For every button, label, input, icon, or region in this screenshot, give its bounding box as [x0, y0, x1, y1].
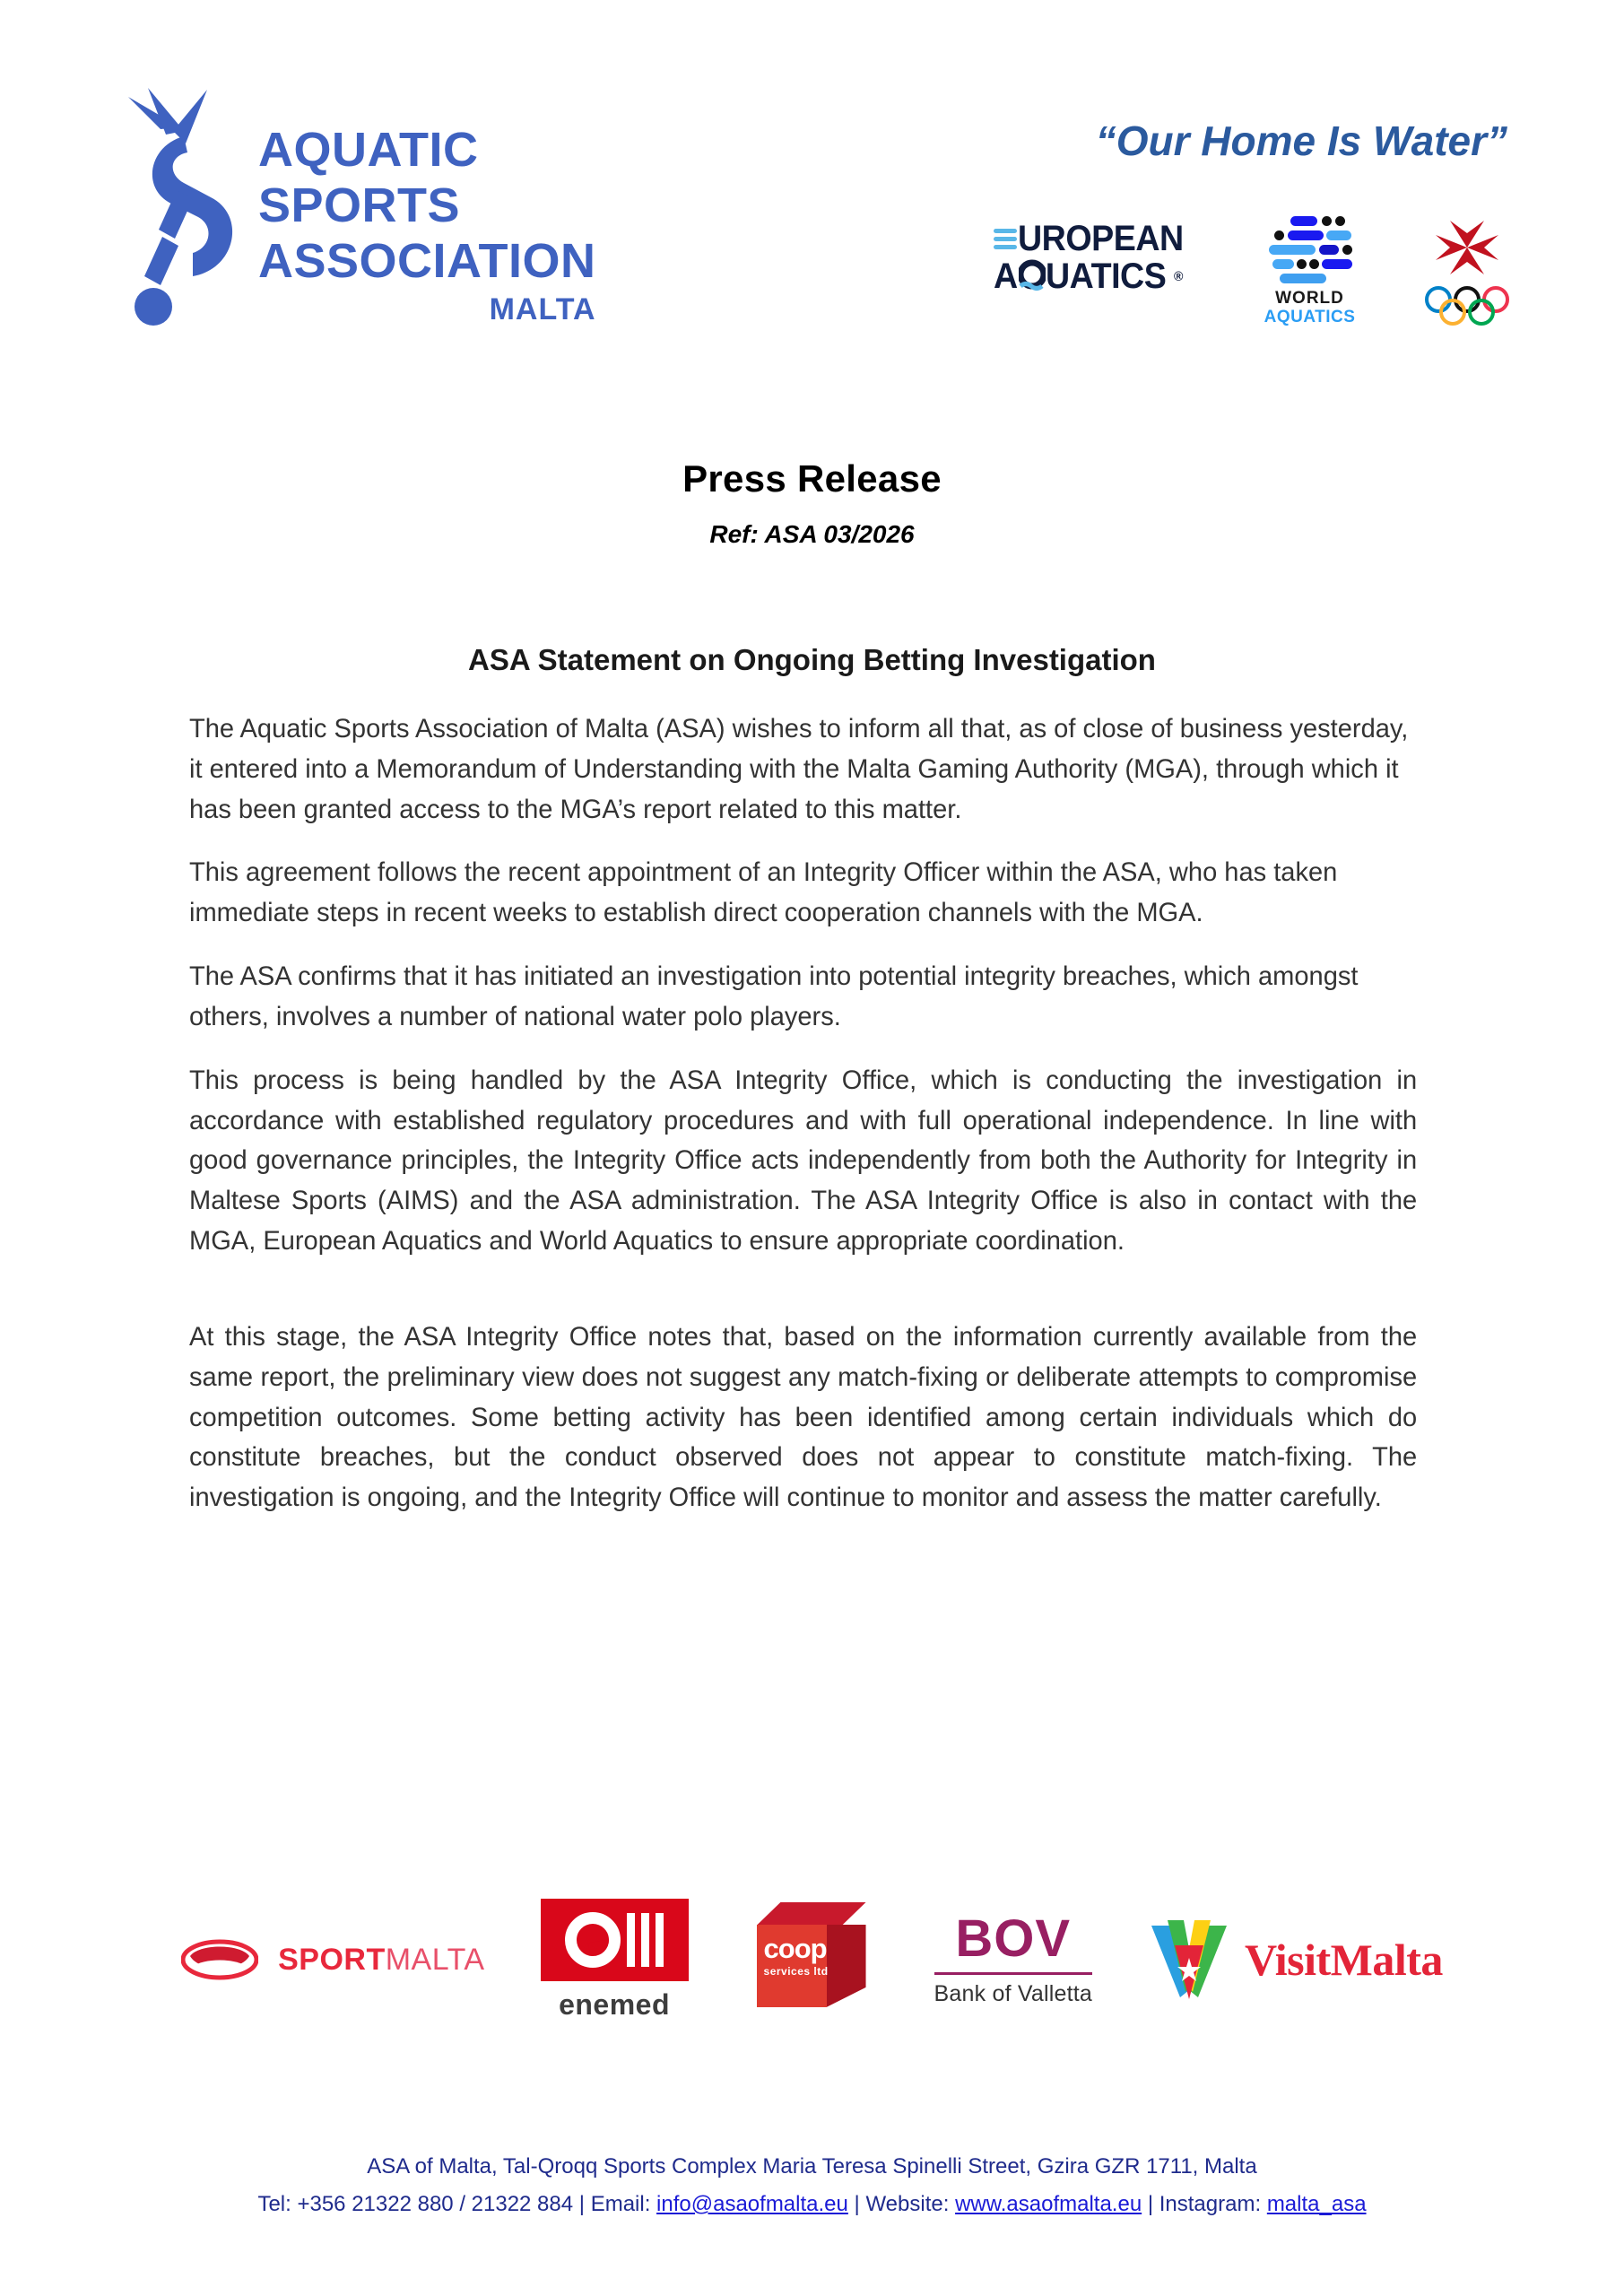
bov-divider: [934, 1972, 1092, 1975]
sponsor-coop-services: [744, 1897, 879, 2022]
asa-swimmer-mark-icon: [121, 81, 242, 332]
footer-contact-line: [0, 2186, 1624, 2223]
footer-separator-2: |: [854, 2192, 860, 2216]
footer-separator-1: |: [578, 2192, 586, 2216]
footer-address: ASA of Malta, Tal-Qroqq Sports Complex Maria Teresa Spinelli Street, Gzira GZR 1711, Malta: [367, 2154, 1257, 2179]
world-aquatics-logo: [1254, 215, 1366, 327]
sponsor-enemed: [541, 1899, 689, 2022]
registered-trademark-icon: ®: [1174, 268, 1184, 284]
footer-website-label: Website:: [865, 2192, 950, 2216]
document-header: [0, 0, 1624, 386]
asa-wordmark: [258, 72, 596, 327]
asa-logo-line-1: AQUATIC: [258, 123, 479, 177]
maltese-cross-icon: [1429, 215, 1506, 280]
enemed-mark-icon: [541, 1899, 689, 1981]
paragraph-2: This agreement follows the recent appointment of an Integrity Officer within the ASA, who has taken immediate steps in recent weeks to establish direct cooperation channels with the MGA.: [188, 857, 1337, 928]
paragraph-3: The ASA confirms that it has initiated an investigation into potential integrity breaches, which amongst others, involves a number of national water polo players.: [188, 961, 1358, 1031]
page-title: Press Release: [682, 457, 942, 500]
world-aquatics-line-1: WORLD: [1275, 289, 1344, 308]
statement-heading: ASA Statement on Ongoing Betting Investigation: [468, 643, 1156, 676]
sponsor-bank-of-valletta: [934, 1909, 1092, 2007]
sportmalta-wordmark: [278, 1943, 484, 1978]
footer-instagram-label: Instagram:: [1159, 2192, 1262, 2216]
visitmalta-wordmark: VisitMalta: [1245, 1935, 1443, 1985]
q-wave-icon: [1019, 258, 1046, 294]
sponsor-visitmalta: [1148, 1915, 1443, 2005]
olympic-rings-icon: [1424, 285, 1510, 326]
european-aquatics-line-1: UROPEAN: [1018, 219, 1184, 258]
sportmalta-mark-icon: [181, 1936, 258, 1983]
sportmalta-text-light: MALTA: [385, 1942, 485, 1977]
asa-logo: [121, 72, 713, 341]
document-body: [189, 677, 1436, 1518]
footer-tel-label: Tel:: [257, 2192, 291, 2216]
footer-email-link[interactable]: info@asaofmalta.eu: [656, 2192, 848, 2216]
european-aquatics-line-3: UATICS: [1046, 257, 1167, 296]
asa-logo-line-2: SPORTS: [258, 178, 461, 232]
footer-email-label: Email:: [590, 2192, 651, 2216]
sponsor-sportmalta: [181, 1936, 484, 1983]
paragraph-4: This process is being handled by the ASA Integrity Office, which is conducting the investigation in accordance with established regulatory procedures and with full operational independence. In line with good governance principles, the Integrity Office acts independently from both the Authority for Integrity in Maltese Sports (AIMS) and the ASA administration. The ASA Integrity Office is also in contact with the MGA, European Aquatics and World Aquatics to ensure appropriate coordination.: [188, 1065, 1417, 1257]
paragraph-5: At this stage, the ASA Integrity Office notes that, based on the information currently available from the same report, the preliminary view does not suggest any match-fixing or deliberate attempts to compromise competition outcomes. Some betting activity has been identified among certain individuals which do constitute breaches, but the conduct observed does not appear to constitute match-fixing. The investigation is ongoing, and the Integrity Office will continue to monitor and assess the matter carefully.: [188, 1321, 1417, 1513]
asa-logo-country: MALTA: [489, 292, 596, 326]
paragraph-1: The Aquatic Sports Association of Malta (ASA) wishes to inform all that, as of close of business yesterday, it entered into a Memorandum of Understanding with the Malta Gaming Authority (MGA), through which it has been granted access to the MGA’s report related to this matter.: [188, 714, 1408, 824]
partner-logos: [994, 215, 1516, 327]
sponsor-logos: [0, 1861, 1624, 2058]
asa-logo-line-3: ASSOCIATION: [258, 234, 596, 288]
document-reference: Ref: ASA 03/2026: [709, 520, 915, 548]
coop-text-line-2: services ltd: [763, 1965, 829, 1978]
european-aquatics-logo: [994, 215, 1202, 294]
european-aquatics-line-2: A: [994, 257, 1018, 296]
wave-icon: [994, 225, 1017, 252]
bov-initials: BOV: [955, 1909, 1072, 1968]
maltese-olympic-committee-logo: [1418, 215, 1516, 326]
sportmalta-text-bold: SPORT: [278, 1942, 386, 1977]
footer-website-link[interactable]: www.asaofmalta.eu: [955, 2192, 1142, 2216]
coop-text-line-1: coop: [763, 1933, 827, 1964]
bov-wordmark: Bank of Valletta: [934, 1980, 1092, 2006]
tagline: “Our Home Is Water”: [1095, 117, 1507, 164]
enemed-wordmark: enemed: [559, 1987, 670, 2021]
world-aquatics-mark-icon: [1267, 215, 1353, 284]
footer-tel-value: +356 21322 880 / 21322 884: [297, 2192, 574, 2216]
footer-separator-3: |: [1147, 2192, 1154, 2216]
world-aquatics-line-2: AQUATICS: [1264, 307, 1356, 326]
document-footer: [0, 2148, 1624, 2223]
visitmalta-mark-icon: [1148, 1915, 1230, 2005]
footer-instagram-link[interactable]: malta_asa: [1266, 2192, 1367, 2216]
coop-box-icon: [744, 1897, 879, 2022]
